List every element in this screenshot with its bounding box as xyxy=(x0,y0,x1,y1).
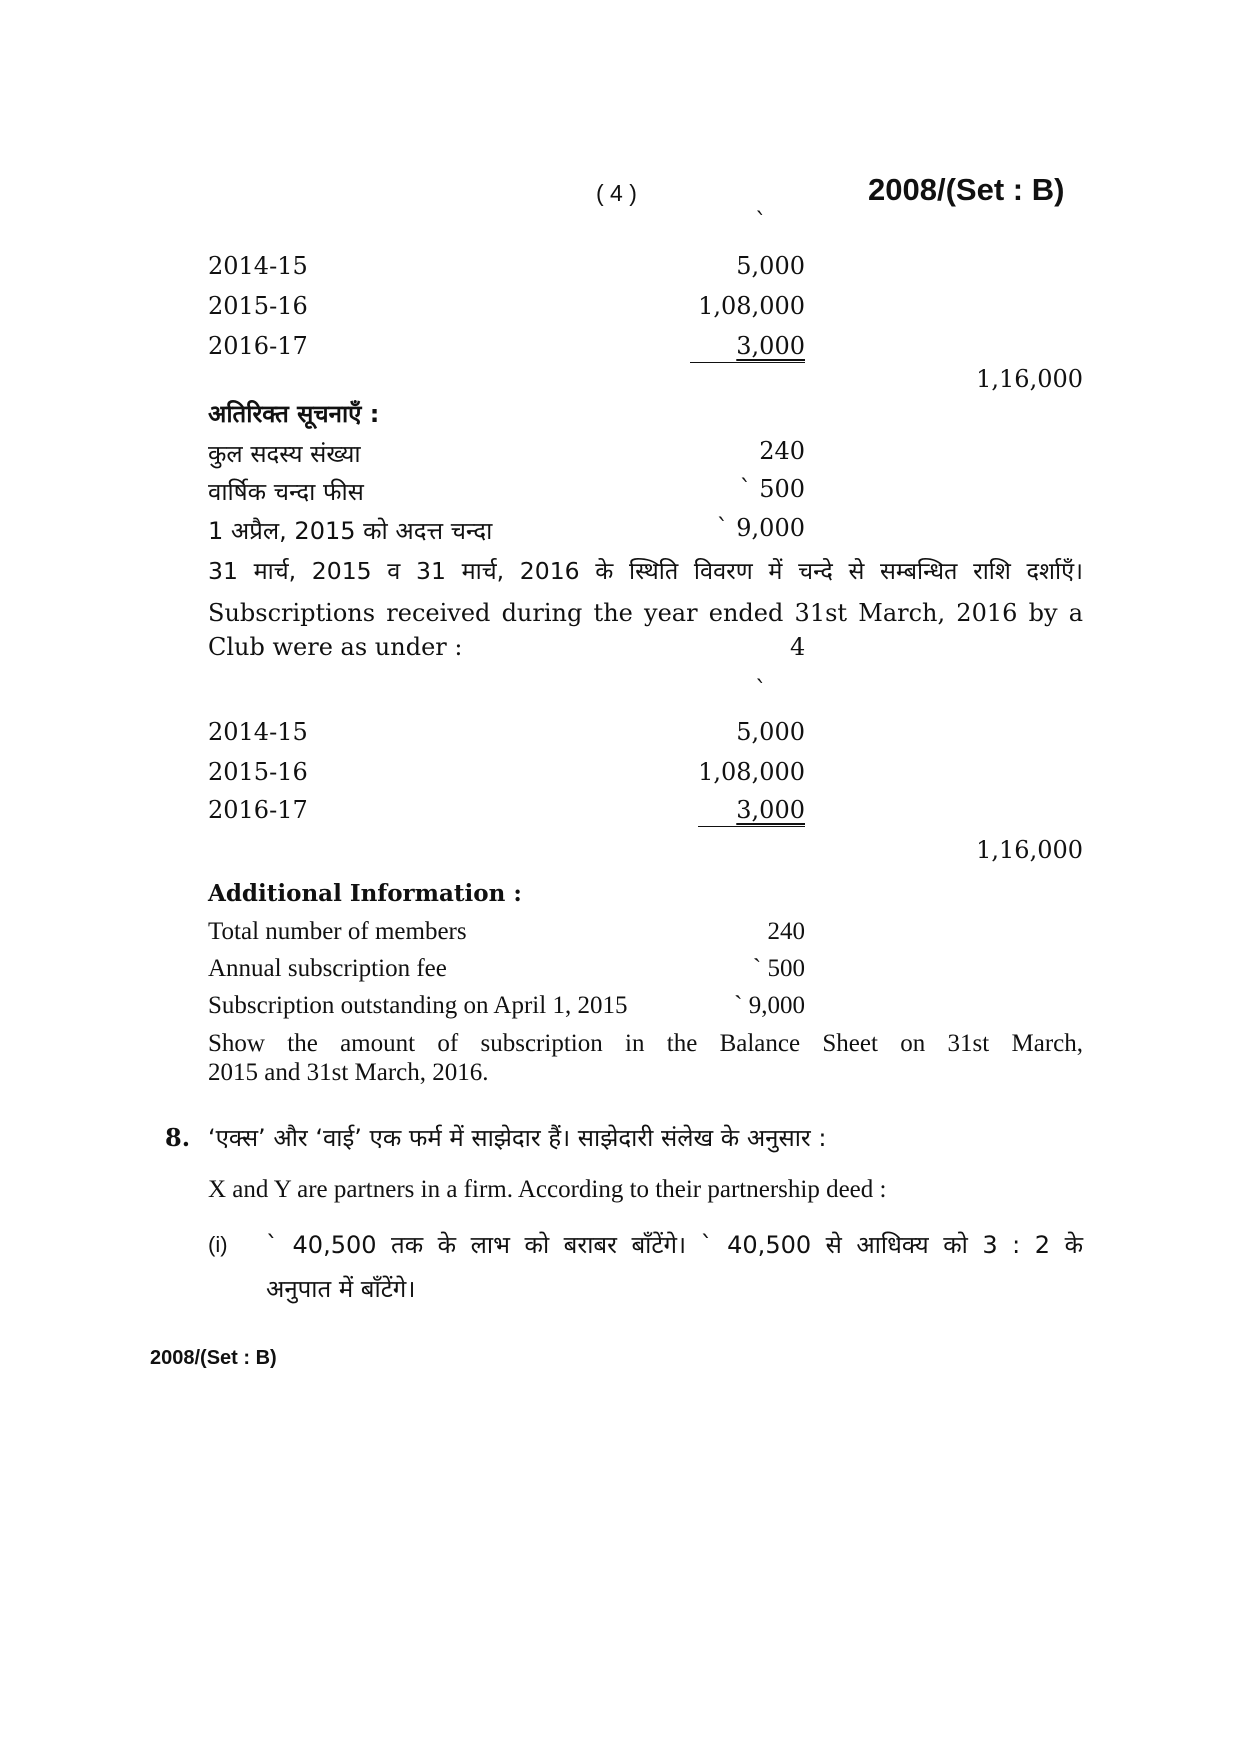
hindi-question-text: 31 मार्च, 2015 व 31 मार्च, 2016 के स्थिति विवरण में चन्दे से सम्बन्धित राशि दर्शाएँ। xyxy=(208,557,1083,585)
info-value: ` 500 xyxy=(752,955,805,982)
english-intro-line: Club were as under : xyxy=(208,633,463,661)
sub-item-text: अनुपात में बाँटेंगे। xyxy=(266,1275,416,1303)
question-number: 8. xyxy=(165,1123,191,1152)
info-value: ` 9,000 xyxy=(734,992,805,1019)
table-row-year: 2015-16 xyxy=(208,758,308,786)
table-row-amount: 1,08,000 xyxy=(698,292,805,320)
info-label: 1 अप्रैल, 2015 को अदत्त चन्दा xyxy=(208,517,493,545)
table-row-year: 2014-15 xyxy=(208,718,308,746)
english-question-line: Show the amount of subscription in the Balance Sheet on 31st March, xyxy=(208,1030,1083,1057)
q8-hindi-text: ‘एक्स’ और ‘वाई’ एक फर्म में साझेदार हैं। साझेदारी संलेख के अनुसार : xyxy=(208,1124,827,1152)
paper-code-header: 2008/(Set : B) xyxy=(868,172,1065,207)
info-label: वार्षिक चन्दा फीस xyxy=(208,478,364,506)
info-label: कुल सदस्य संख्या xyxy=(208,440,361,468)
info-label: Annual subscription fee xyxy=(208,955,447,982)
info-value: 240 xyxy=(767,918,805,945)
table-row-amount: 1,08,000 xyxy=(698,758,805,786)
table-row-amount: 5,000 xyxy=(736,718,805,746)
info-value: ` 9,000 xyxy=(716,514,805,542)
english-intro-line: Subscriptions received during the year ended 31st March, 2016 by a xyxy=(208,599,1083,627)
table-row-year: 2015-16 xyxy=(208,292,308,320)
info-value: ` 500 xyxy=(739,475,805,503)
sub-item-label: (i) xyxy=(208,1232,228,1257)
rupee-mark: ` xyxy=(755,208,767,236)
english-info-heading: Additional Information : xyxy=(208,880,522,907)
underline-rule xyxy=(690,362,805,363)
page-number: ( 4 ) xyxy=(596,180,637,206)
table-row-amount: 3,000 xyxy=(736,796,805,824)
paper-code-footer: 2008/(Set : B) xyxy=(150,1347,277,1369)
info-label: Subscription outstanding on April 1, 2015 xyxy=(208,992,628,1019)
hindi-info-heading: अतिरिक्त सूचनाएँ : xyxy=(208,400,380,428)
english-question-line: 2015 and 31st March, 2016. xyxy=(208,1059,489,1086)
info-value: 240 xyxy=(759,437,805,465)
sub-item-text: ` 40,500 तक के लाभ को बराबर बाँटेंगे। ` 40,500 से आधिक्य को 3 : 2 के xyxy=(266,1231,1083,1259)
table-row-amount: 3,000 xyxy=(736,332,805,360)
q8-english-text: X and Y are partners in a firm. According to their partnership deed : xyxy=(208,1176,887,1203)
table-row-year: 2016-17 xyxy=(208,332,308,360)
rupee-mark: ` xyxy=(755,676,767,704)
table-row-year: 2014-15 xyxy=(208,252,308,280)
table-row-year: 2016-17 xyxy=(208,796,308,824)
table-row-amount: 5,000 xyxy=(736,252,805,280)
table-total: 1,16,000 xyxy=(976,836,1083,864)
underline-rule xyxy=(698,826,805,827)
marks-label: 4 xyxy=(790,633,806,661)
info-label: Total number of members xyxy=(208,918,467,945)
table-total: 1,16,000 xyxy=(976,365,1083,393)
